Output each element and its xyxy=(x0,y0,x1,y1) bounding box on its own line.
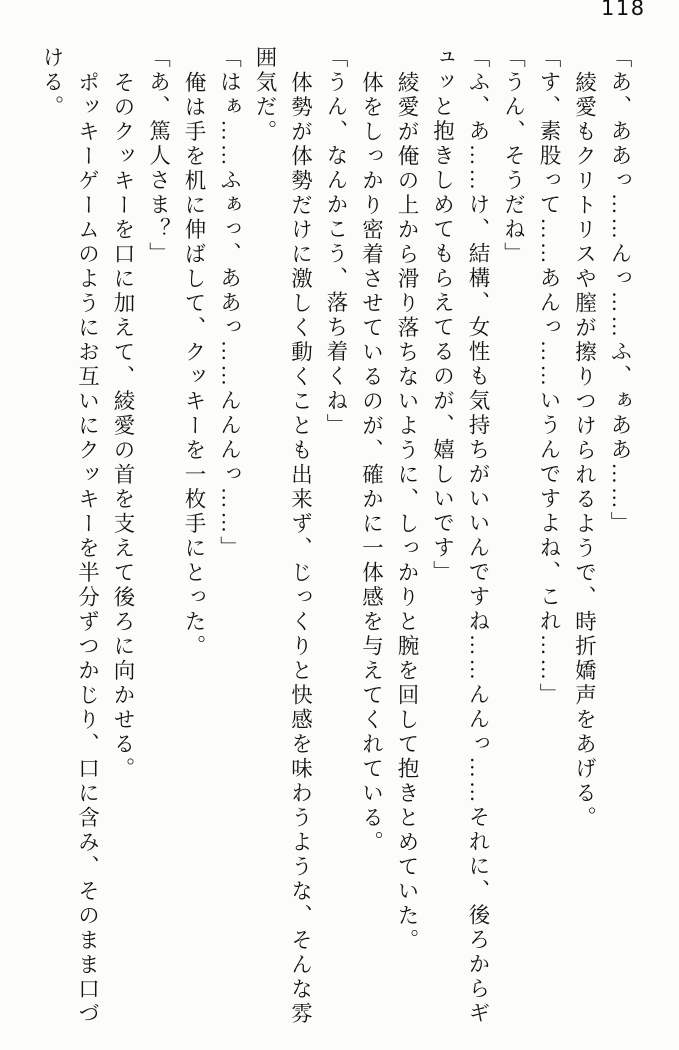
text-line: 体勢が体勢だけに激しく動くことも出来ず、じっくりと快感を味わうような、そんな雰 xyxy=(288,70,313,1026)
text-line: ポッキーゲームのようにお互いにクッキーを半分ずつかじり、口に含み、そのまま口づ xyxy=(75,70,100,1026)
text-line: 囲気だ。 xyxy=(253,46,277,144)
vertical-text-block xyxy=(34,46,638,1026)
text-line: ュッと抱きしめてもらえてるのが、嬉しいです」 xyxy=(430,46,455,585)
text-line: 「あ、ああっ……んっ……ふ、ぁああ……」 xyxy=(608,46,632,536)
text-line: 「うん、そうだね」 xyxy=(501,46,526,267)
text-line: 綾愛もクリトリスや膣が擦りつけられるようで、時折嬌声をあげる。 xyxy=(572,70,597,830)
text-line: ける。 xyxy=(40,46,64,120)
text-line: 綾愛が俺の上から滑り落ちないように、しっかりと腕を回して抱きとめていた。 xyxy=(395,70,419,953)
text-line: 「す、素股って……あんっ……いうんですよね、これ……」 xyxy=(537,46,561,708)
text-line: そのクッキーを口に加えて、綾愛の首を支えて後ろに向かせる。 xyxy=(111,70,135,781)
text-line: 「ふ、あ……け、結構、女性も気持ちがいいんですね……んんっ……それに、後ろからギ xyxy=(466,46,490,1026)
text-line: 「うん、なんかこう、落ち着くね」 xyxy=(324,46,348,438)
text-line: 体をしっかり密着させているのが、確かに一体感を与えてくれている。 xyxy=(359,70,384,855)
text-line: 俺は手を机に伸ばして、クッキーを一枚手にとった。 xyxy=(182,70,206,659)
text-line: 「はぁ……ふぁっ、ああっ……んんんっ……」 xyxy=(217,46,242,561)
page-number: 118 xyxy=(601,0,646,20)
text-line: 「あ、篤人さま？」 xyxy=(146,46,171,267)
